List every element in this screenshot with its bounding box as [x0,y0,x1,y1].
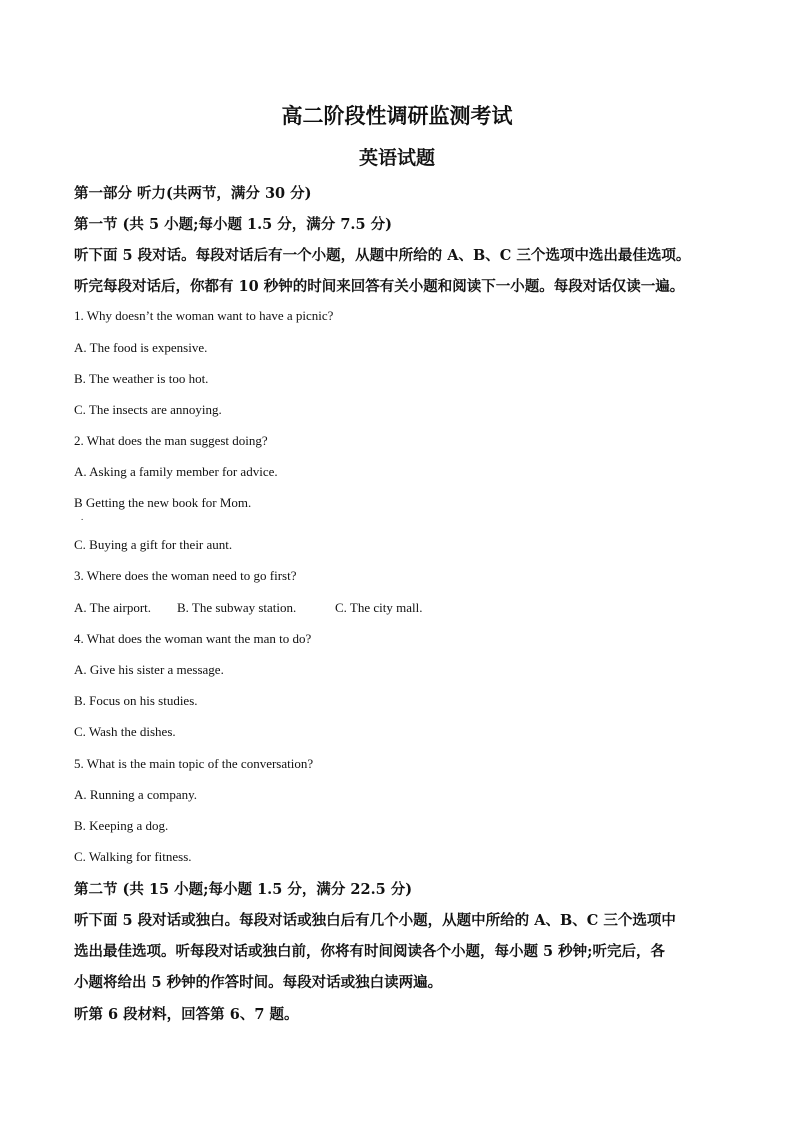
question-3-option-a: A. The airport. [74,600,152,615]
question-5-option-c: C. Walking for fitness. [74,849,192,864]
question-5-option-b: B. Keeping a dog. [74,818,169,833]
question-4-stem: 4. What does the woman want the man to do? [74,631,312,646]
stray-mark: . [81,512,84,522]
exam-subtitle: 英语试题 [358,147,435,169]
question-2-stem: 2. What does the man suggest doing? [74,433,268,448]
question-3-stem: 3. Where does the woman need to go first? [74,568,297,583]
question-4-option-b: B. Focus on his studies. [74,693,198,708]
section2-instructions-line3: 小题将给出 5 秒钟的作答时间。每段对话或独白读两遍。 [74,974,443,991]
question-2-option-a: A. Asking a family member for advice. [74,464,278,479]
section2-instructions-line2: 选出最佳选项。听每段对话或独白前，你将有时间阅读各个小题，每小题 5 秒钟;听完后，各 [74,943,666,960]
section1-instructions-line1: 听下面 5 段对话。每段对话后有一个小题，从题中所给的 A、B、C 三个选项中选出最佳选项。 [74,247,691,264]
section1-instructions-line2: 听完每段对话后，你都有 10 秒钟的时间来回答有关小题和阅读下一小题。每段对话仅读一遍。 [74,278,685,295]
question-4-option-c: C. Wash the dishes. [74,724,176,739]
part1-heading: 第一部分 听力(共两节，满分 30 分) [74,185,312,202]
question-2-option-b: B Getting the new book for Mom. [74,495,252,510]
question-1-option-b: B. The weather is too hot. [74,371,209,386]
exam-title: 高二阶段性调研监测考试 [281,103,513,128]
question-5-stem: 5. What is the main topic of the conversation? [74,756,314,771]
question-4-option-a: A. Give his sister a message. [74,662,224,677]
question-3-options [74,600,423,616]
section2-heading: 第二节 (共 15 小题;每小题 1.5 分，满分 22.5 分) [74,881,413,898]
material-intro: 听第 6 段材料，回答第 6、7 题。 [74,1006,299,1023]
section2-instructions-line1: 听下面 5 段对话或独白。每段对话或独白后有几个小题，从题中所给的 A、B、C 三个选项中 [74,912,676,929]
question-2-option-c: C. Buying a gift for their aunt. [74,537,233,552]
question-3-option-c: C. The city mall. [335,600,423,615]
question-1-option-a: A. The food is expensive. [74,340,208,355]
question-5-option-a: A. Running a company. [74,787,197,802]
section1-heading: 第一节 (共 5 小题;每小题 1.5 分，满分 7.5 分) [74,216,392,233]
question-3-option-b: B. The subway station. [177,600,297,615]
question-1-stem: 1. Why doesn’t the woman want to have a picnic? [74,308,334,323]
question-1-option-c: C. The insects are annoying. [74,402,222,417]
